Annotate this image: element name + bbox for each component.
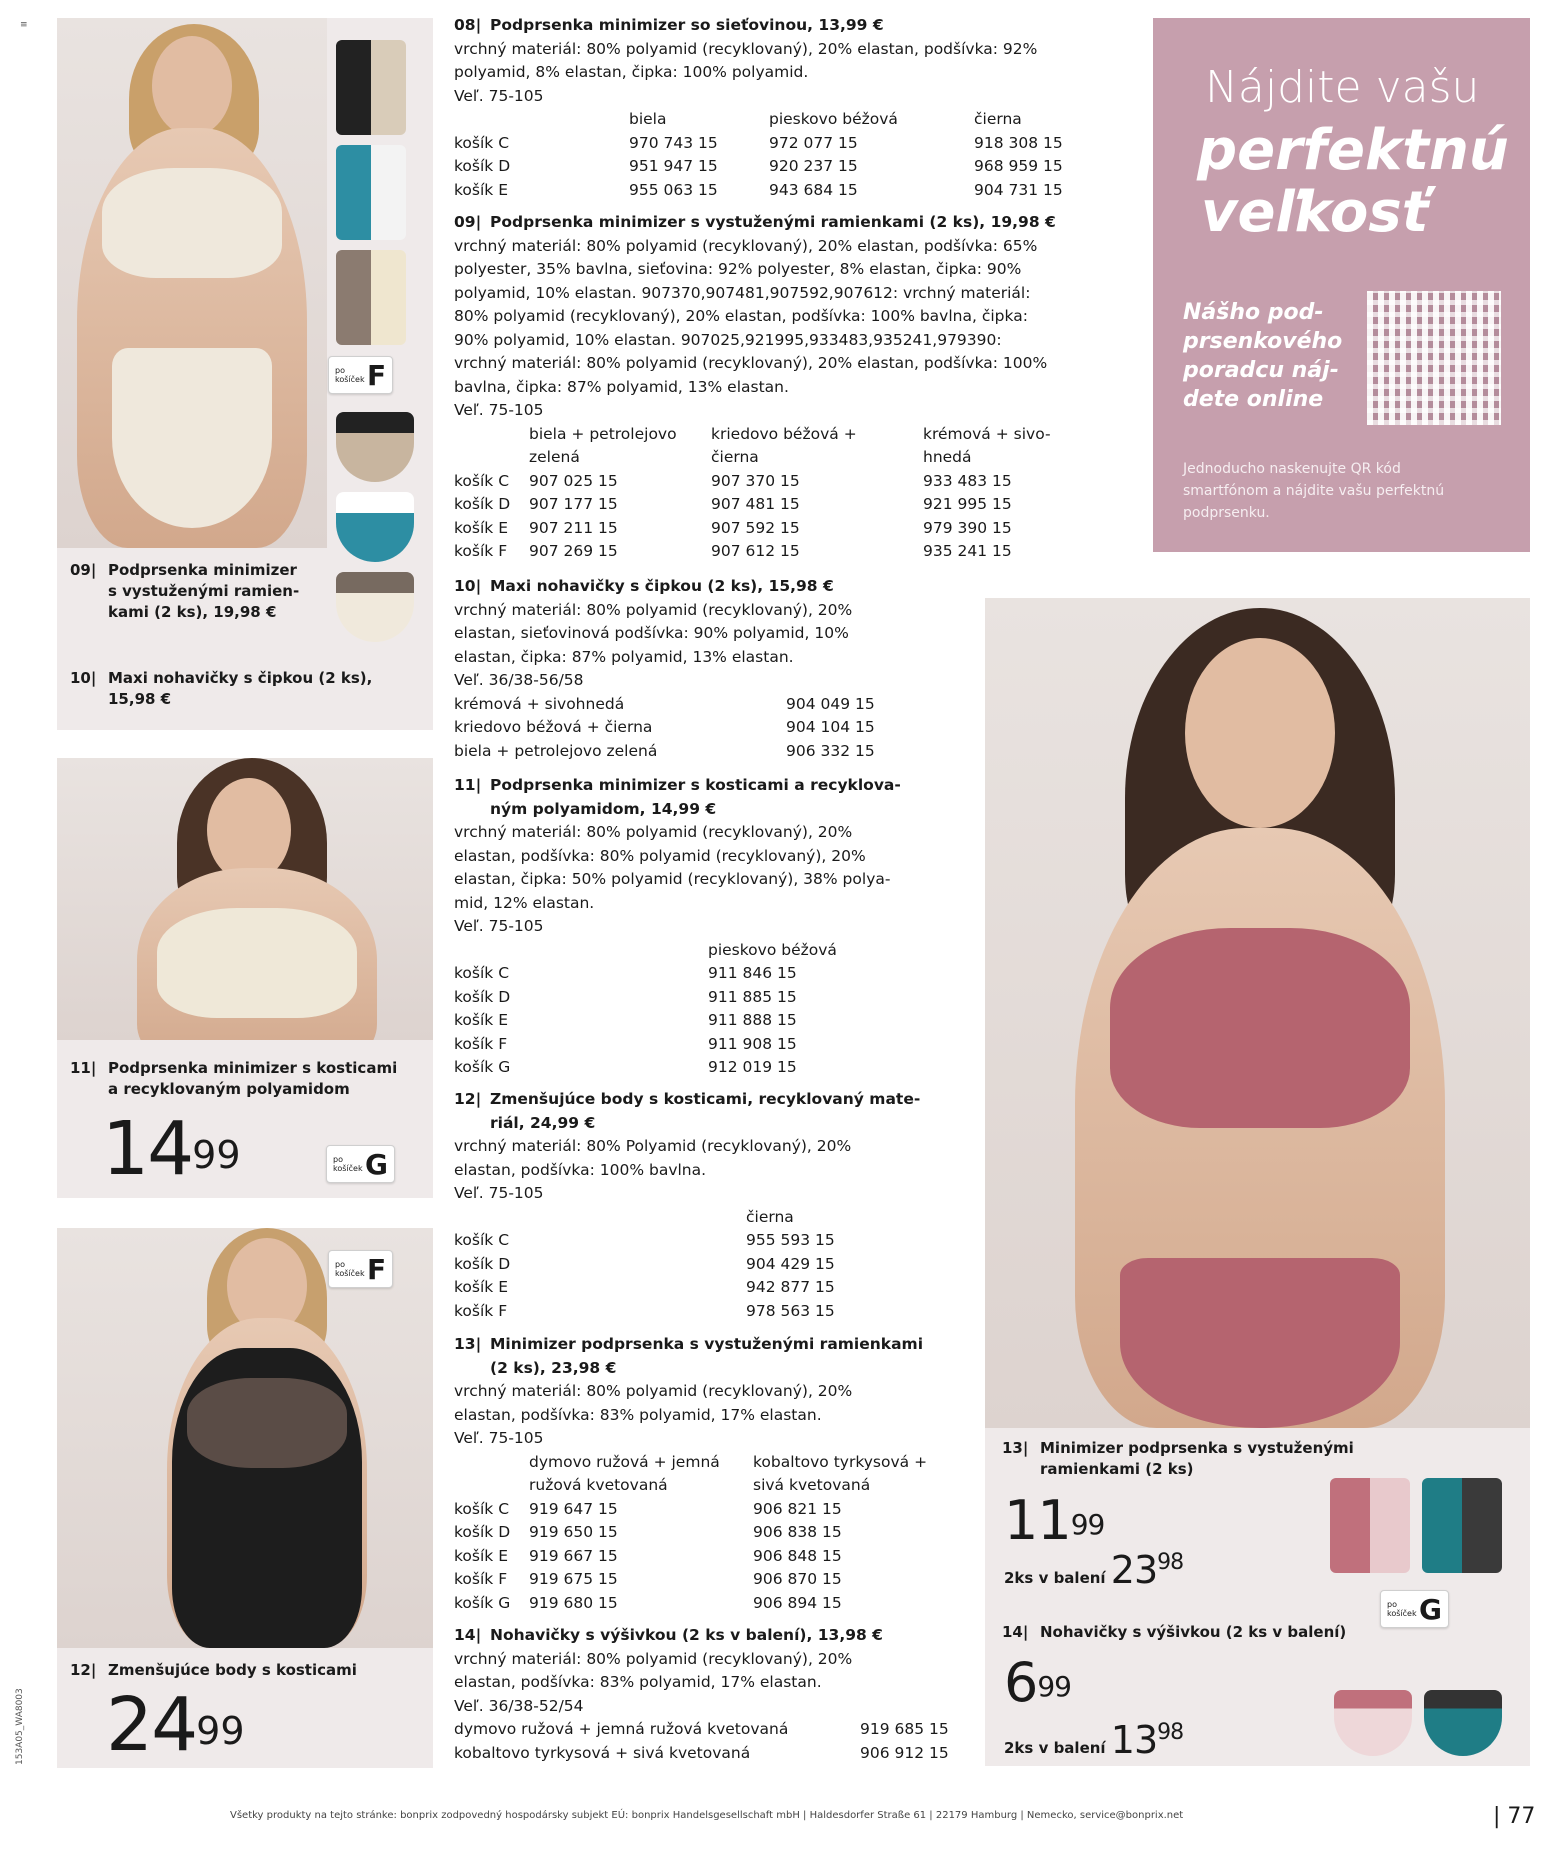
table-row: košík F 907 269 15 907 612 15 935 241 15 (454, 542, 1012, 560)
item-08-block: 08| Podprsenka minimizer so sieťovinou, 13,99 € vrchný materiál: 80% polyamid (recyklovaný), 20% elastan, podšívka: 92% polyamid, 8% elastan, čipka: 100% polyamid. Veľ. 75-105 biela pieskovo béžová čierna košík C 970 743 15 972 077 15 918 308 15 košík D 951 947 15 920 237 15 968 959 15 košík E 955 063 15 943 684 15 904 731 15 (454, 14, 1114, 202)
table-row: košík D 904 429 15 (454, 1254, 835, 1273)
table-row: košík D 907 177 15 907 481 15 921 995 15 (454, 495, 1012, 513)
table-row: košík C 955 593 15 (454, 1231, 835, 1249)
product-photo-11 (57, 758, 433, 1040)
table-row: kriedovo béžová + čierna 904 104 15 (454, 718, 875, 736)
caption-09: 09| Podprsenka minimizer s vystuženými ramien- kami (2 ks), 19,98 € (70, 561, 300, 621)
table-row: krémová + sivohnedá 904 049 15 (454, 694, 875, 713)
caption-13: 13| Minimizer podprsenka s vystuženými ramienkami (2 ks) (1002, 1439, 1354, 1478)
caption-12: 12| Zmenšujúce body s kosticami (70, 1661, 357, 1679)
item-12-block: 12| Zmenšujúce body s kosticami, recyklovaný mate- riál, 24,99 € vrchný materiál: 80% Polyamid (recyklovaný), 20% elastan, podšívka: 100% bavlna. Veľ. 75-105 čierna košík C 955 593 15 košík D 904 429 15 košík E 942 877 15 košík F 978 563 15 (454, 1088, 1114, 1323)
table-row: košík E 911 888 15 (454, 1011, 797, 1029)
caption-10: 10| Maxi nohavičky s čipkou (2 ks), 15,98 € (70, 669, 373, 708)
cup-badge-f: po košíček F (328, 356, 393, 394)
item-09-block: 09| Podprsenka minimizer s vystuženými ramienkami (2 ks), 19,98 € vrchný materiál: 80% polyamid (recyklovaný), 20% elastan, podšívka: 65% polyester, 35% bavlna, sieťovina: 92% polyester, 8% elastan, čipka: 90% polyamid, 10% elastan. 907370,907481,907592,907612: vrchný materiál: 80% polyamid (recyklovaný), 20% elastan, podšívka: 100% bavlna, čipka: 90% polyamid, 10% elastan. 907025,921995,933483,935241,979390: vrchný materiál: 80% polyamid (recyklovaný), 20% elastan, podšívka: 100% bavlna, čipka: 87% polyamid, 13% elastan. Veľ. 75-105 biela + petrolejovo kriedovo béžová + krémová + sivo- zelená čierna hnedá košík C 907 025 15 907 370 15 933 483 15 košík D 907 177 15 907 481 15 921 995 15 košík E 907 211 15 907 592 15 979 390 15 košík F 907 269 15 907 612 15 935 241 15 (454, 211, 1114, 564)
table-row: košík C 911 846 15 (454, 964, 797, 982)
table-row: košík C 919 647 15 906 821 15 (454, 1499, 842, 1518)
table-row: biela + petrolejovo zelená 906 332 15 (454, 741, 875, 760)
table-row: košík D 951 947 15 920 237 15 968 959 15 (454, 157, 1063, 175)
footer-legal: Všetky produkty na tejto stránke: bonprix zodpovedný hospodársky subjekt EÚ: bonprix Handelsgesellschaft mbH | Haldesdorfer Straße 61 | 22179 Hamburg | Nemecko, service@bonprix.net (230, 1810, 1184, 1821)
table-row: košík E 942 877 15 (454, 1278, 835, 1296)
item-14-block: 14| Nohavičky s výšivkou (2 ks v balení), 13,98 € vrchný materiál: 80% polyamid (recyklovaný), 20% elastan, podšívka: 83% polyamid, 17% elastan. Veľ. 36/38-52/54 dymovo ružová + jemná ružová kvetovaná 919 685 15 kobaltovo tyrkysová + sivá kvetovaná 906 912 15 (454, 1624, 1114, 1765)
table-row: dymovo ružová + jemná ružová kvetovaná 919 685 15 (454, 1720, 949, 1738)
table-row: košík E 955 063 15 943 684 15 904 731 15 (454, 180, 1063, 199)
size-advisor-promo[interactable] (1153, 18, 1530, 552)
thumb-bra-pink (1330, 1478, 1410, 1573)
table-row: košík G 912 019 15 (454, 1058, 797, 1076)
side-code: 153A05_WA8003 (15, 1688, 25, 1765)
item-10-block: 10| Maxi nohavičky s čipkou (2 ks), 15,98 € vrchný materiál: 80% polyamid (recyklovaný), 20% elastan, sieťovinová podšívka: 90% polyamid, 10% elastan, čipka: 87% polyamid, 13% elastan. Veľ. 36/38-56/58 krémová + sivohnedá 904 049 15 kriedovo béžová + čierna 904 104 15 biela + petrolejovo zelená 906 332 15 (454, 575, 1114, 763)
thumb-bra-petrol-white (336, 145, 406, 240)
price-13: $11^{99}$ (1004, 1489, 1105, 1552)
table-row: košík C 907 025 15 907 370 15 933 483 15 (454, 471, 1012, 490)
caption-11: 11| Podprsenka minimizer s kosticami a recyklovaným polyamidom (70, 1059, 398, 1098)
pack-price-14: 2ks v balení $13^{98}$ (1004, 1718, 1184, 1762)
table-row: košík C 970 743 15 972 077 15 918 308 15 (454, 133, 1063, 152)
promo-note: Jednoducho naskenujte QR kód smartfónom a nájdite vašu perfektnú podprsenku. (1183, 461, 1445, 521)
cup-badge-g-13: po košíček G (1380, 1590, 1449, 1628)
item-11-block: 11| Podprsenka minimizer s kosticami a recyklova- ným polyamidom, 14,99 € vrchný materiál: 80% polyamid (recyklovaný), 20% elastan, podšívka: 80% polyamid (recyklovaný), 20% elastan, čipka: 50% polyamid (recyklovaný), 38% polya- mid, 12% elastan. Veľ. 75-105 pieskovo béžová košík C 911 846 15 košík D 911 885 15 košík E 911 888 15 košík F 911 908 15 košík G 912 019 15 (454, 774, 1114, 1080)
cup-badge-g: po košíček G (326, 1145, 395, 1183)
promo-sub: Nášho pod- prsenkového poradcu náj- dete online (1183, 300, 1343, 412)
thumb-bra-taupe-cream (336, 250, 406, 345)
cup-badge-f-12: po košíček F (328, 1250, 393, 1288)
pack-price-13: 2ks v balení $23^{98}$ (1004, 1548, 1184, 1592)
promo-line-1: Nájdite vašu (1205, 62, 1480, 113)
corner-mark: ≡ (20, 20, 28, 30)
item-13-block: 13| Minimizer podprsenka s vystuženými ramienkami (2 ks), 23,98 € vrchný materiál: 80% polyamid (recyklovaný), 20% elastan, podšívka: 83% polyamid, 17% elastan. Veľ. 75-105 dymovo ružová + jemná kobaltovo tyrkysová + ružová kvetovaná sivá kvetovaná košík C 919 647 15 906 821 15 košík D 919 650 15 906 838 15 košík E 919 667 15 906 848 15 košík F 919 675 15 906 870 15 košík G 919 680 15 906 894 15 (454, 1333, 1114, 1615)
promo-line-2: perfektnú (1197, 118, 1509, 183)
thumb-bra-black-beige (336, 40, 406, 135)
table-row: košík E 919 667 15 906 848 15 (454, 1546, 842, 1565)
caption-14: 14| Nohavičky s výšivkou (2 ks v balení) (1002, 1623, 1347, 1641)
table-row: košík E 907 211 15 907 592 15 979 390 15 (454, 518, 1012, 537)
qr-code-icon[interactable] (1367, 291, 1501, 425)
price-14: $6^{99}$ (1004, 1651, 1071, 1714)
table-row: košík F 978 563 15 (454, 1301, 835, 1320)
table-row: košík D 911 885 15 (454, 987, 797, 1006)
product-photo-09 (57, 18, 327, 548)
price-12: $24^{99}$ (106, 1682, 245, 1768)
thumb-bra-teal (1422, 1478, 1502, 1573)
price-11: $14^{99}$ (102, 1106, 241, 1192)
table-row: košík F 911 908 15 (454, 1034, 797, 1053)
page-number: | 77 (1493, 1804, 1536, 1829)
table-row: košík D 919 650 15 906 838 15 (454, 1523, 842, 1541)
table-row: košík G 919 680 15 906 894 15 (454, 1593, 842, 1612)
table-row: kobaltovo tyrkysová + sivá kvetovaná 906 912 15 (454, 1743, 949, 1762)
table-row: košík F 919 675 15 906 870 15 (454, 1570, 842, 1588)
product-photo-12 (57, 1228, 433, 1648)
product-photo-13 (985, 598, 1530, 1428)
promo-line-3: veľkosť (1201, 180, 1429, 245)
